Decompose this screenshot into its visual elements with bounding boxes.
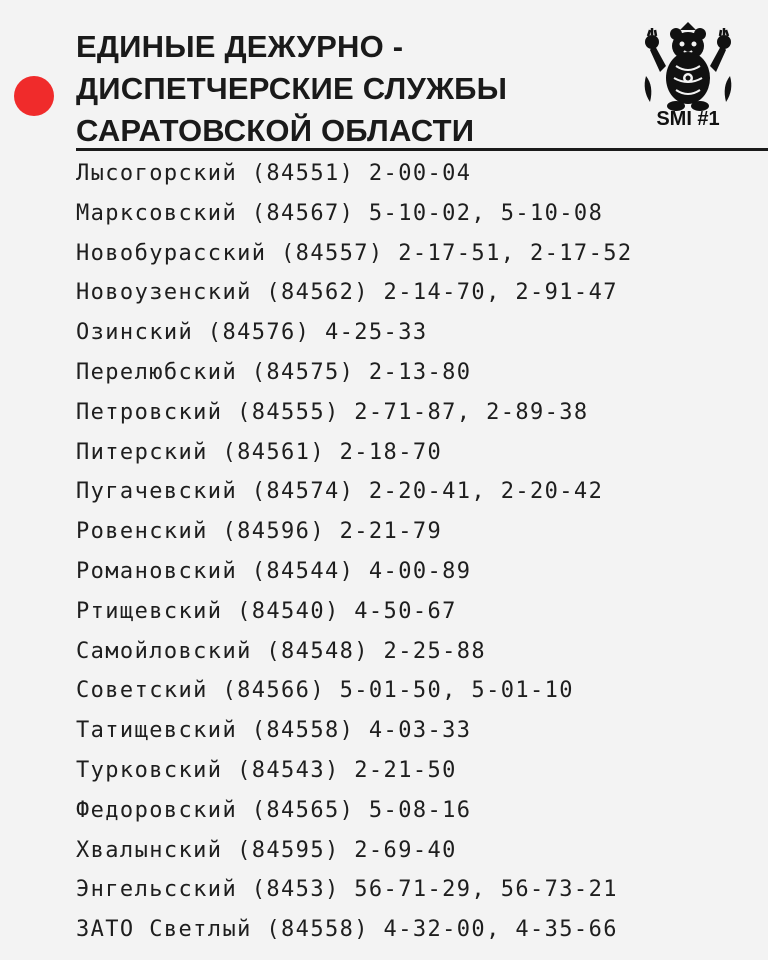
list-item: Федоровский (84565) 5-08-16 [76,797,472,823]
list-item: Петровский (84555) 2-71-87, 2-89-38 [76,399,589,425]
list-item: Новобурасский (84557) 2-17-51, 2-17-52 [76,240,633,266]
list-item: Энгельсский (8453) 56-71-29, 56-73-21 [76,877,618,903]
page-title [76,26,616,152]
red-dot-marker [14,76,54,116]
title-line: ЕДИНЫЕ ДЕЖУРНО - [76,29,404,64]
list-item: Пугачевский (84574) 2-20-41, 2-20-42 [76,479,604,505]
list-item: Перелюбский (84575) 2-13-80 [76,359,472,385]
header-divider [76,148,768,151]
list-item: Новоузенский (84562) 2-14-70, 2-91-47 [76,280,618,306]
list-item: Романовский (84544) 4-00-89 [76,558,472,584]
title-line: ДИСПЕТЧЕРСКИЕ СЛУЖБЫ [76,71,508,106]
list-item: Татищевский (84558) 4-03-33 [76,718,472,744]
services-list [76,154,633,950]
list-item: Ртищевский (84540) 4-50-67 [76,598,457,624]
logo-label: SMI #1 [656,108,720,130]
list-item: Советский (84566) 5-01-50, 5-01-10 [76,678,574,704]
list-item: Самойловский (84548) 2-25-88 [76,638,487,664]
list-item: Лысогорский (84551) 2-00-04 [76,161,472,186]
list-item: Марксовский (84567) 5-10-02, 5-10-08 [76,200,604,226]
list-item: Турковский (84543) 2-21-50 [76,757,457,783]
list-item: Озинский (84576) 4-25-33 [76,320,428,346]
list-item: Хвалынский (84595) 2-69-40 [76,837,457,863]
list-item: Ровенский (84596) 2-21-79 [76,519,443,545]
list-item: Питерский (84561) 2-18-70 [76,439,443,465]
list-item: ЗАТО Светлый (84558) 4-32-00, 4-35-66 [76,917,618,943]
title-line: САРАТОВСКОЙ ОБЛАСТИ [76,113,475,148]
